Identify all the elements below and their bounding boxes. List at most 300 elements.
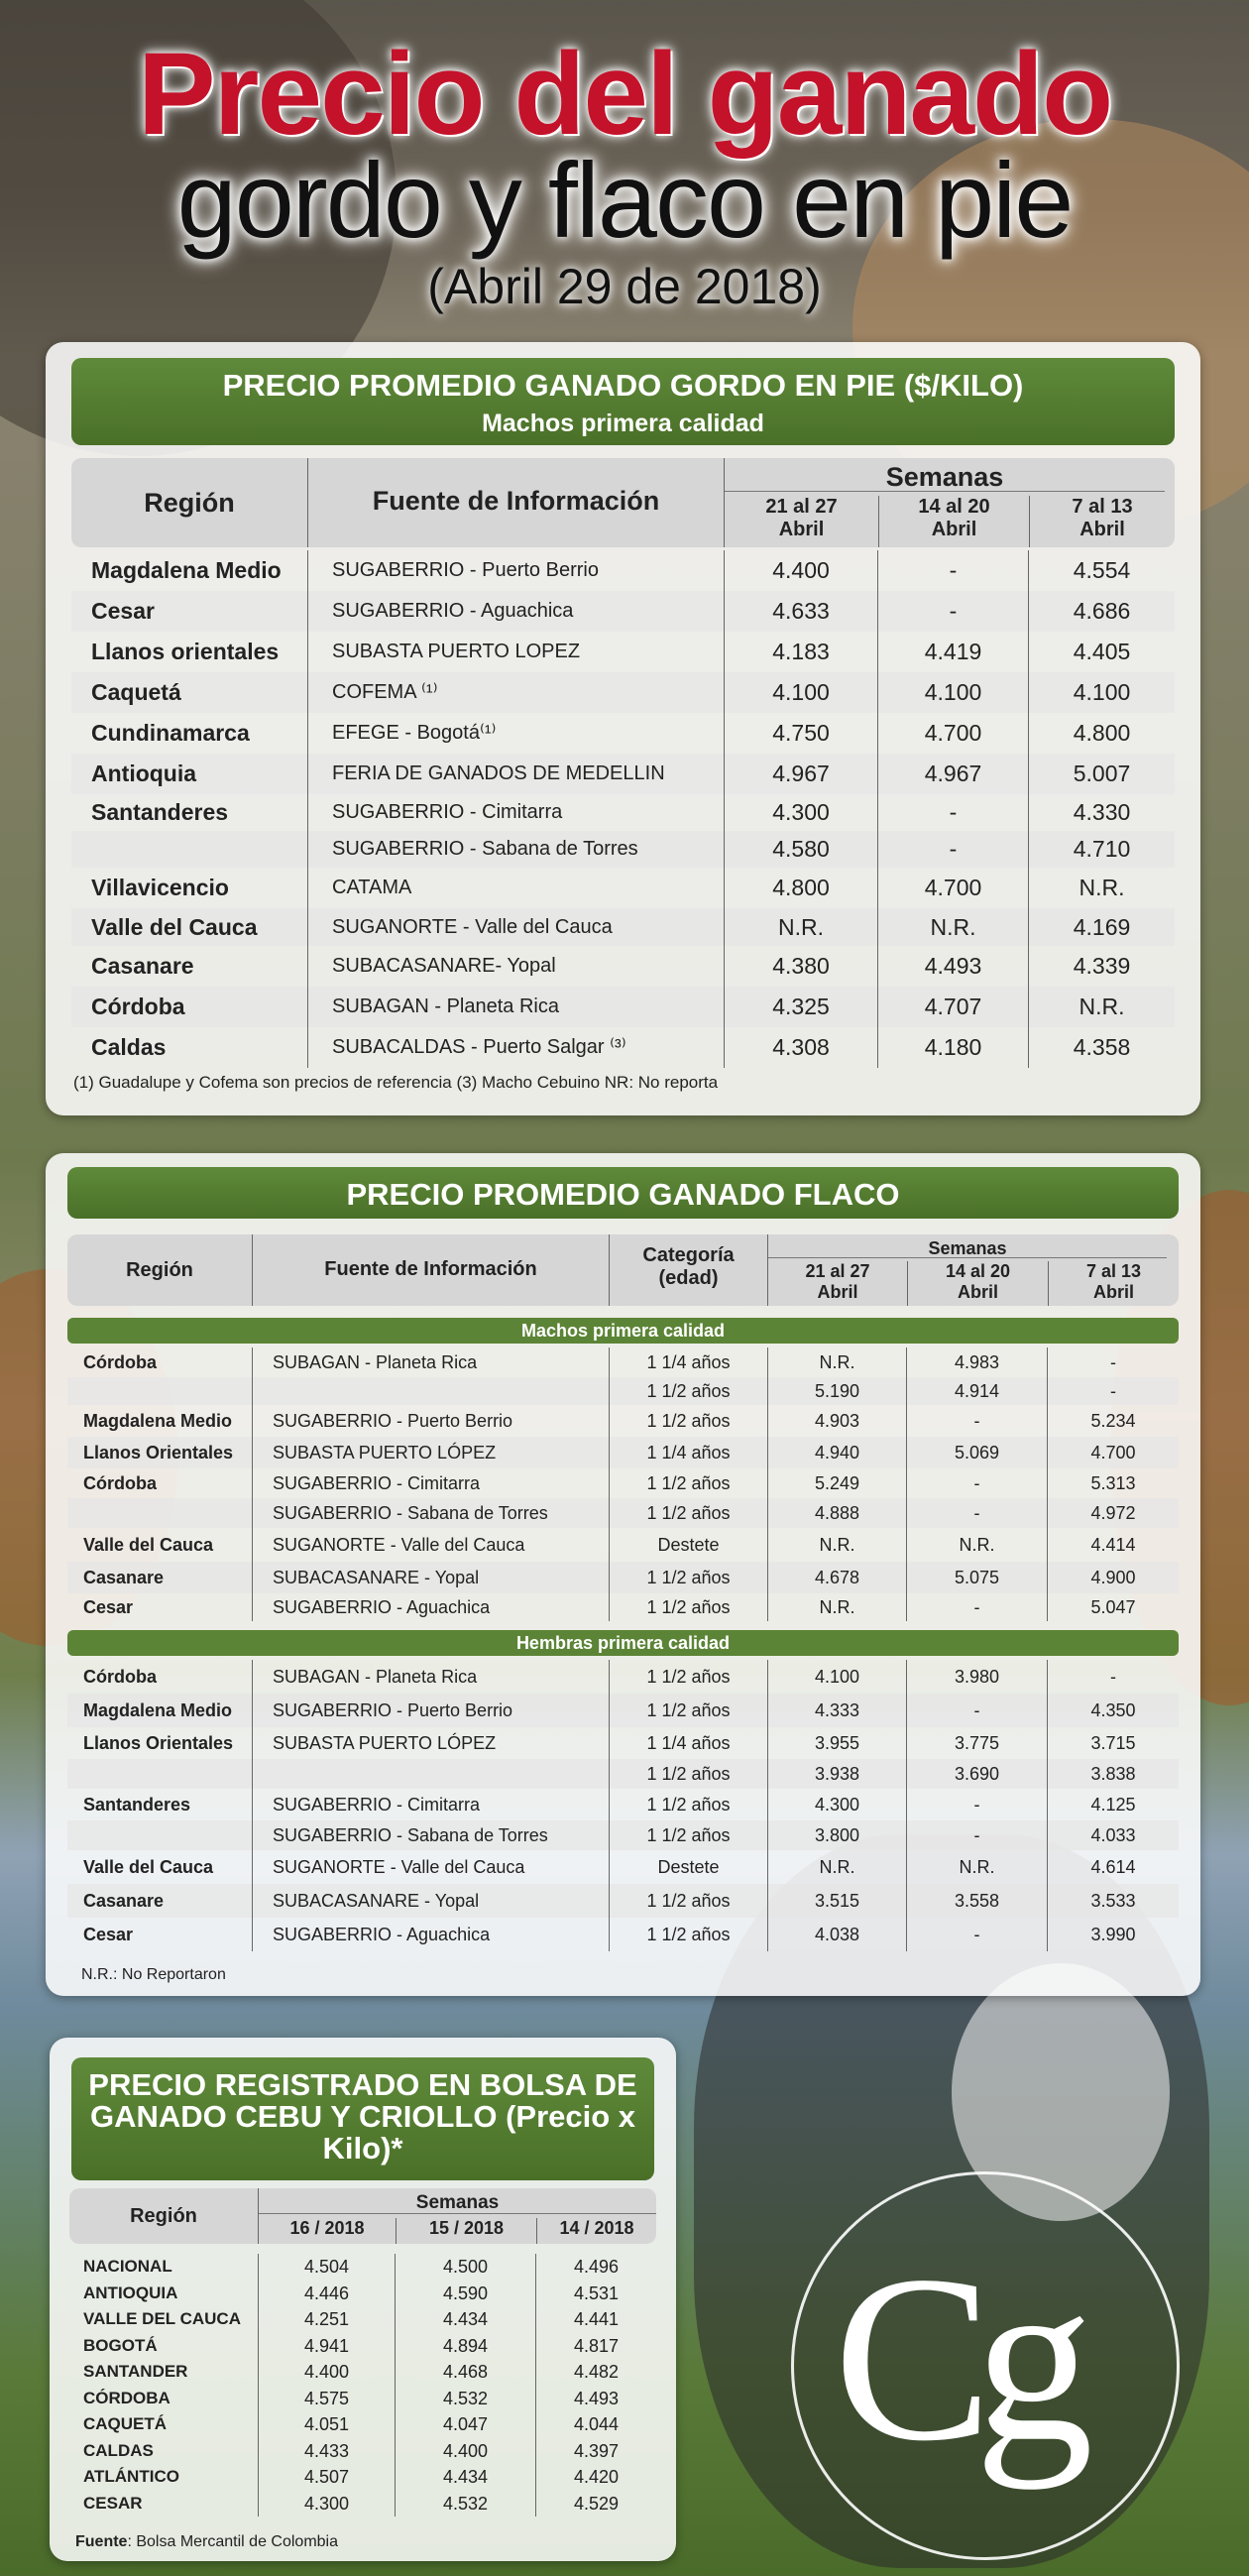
row-value: 4.983 <box>906 1347 1047 1377</box>
row-fuente: SUGABERRIO - Sabana de Torres <box>307 831 724 868</box>
row-value: 3.515 <box>767 1884 906 1918</box>
header-semanas <box>724 458 1175 547</box>
row-fuente <box>252 1377 609 1405</box>
row-value: - <box>906 1789 1047 1820</box>
machos-band: Machos primera calidad <box>67 1318 1179 1344</box>
bolsa-table-body <box>69 2254 656 2517</box>
row-categoria: 1 1/4 años <box>609 1347 767 1377</box>
row-value: 4.710 <box>1028 831 1175 868</box>
row-value: N.R. <box>767 1850 906 1884</box>
bolsa-title: PRECIO REGISTRADO EN BOLSA DE GANADO CEBU Y CRIOLLO (Precio x Kilo)* <box>71 2057 654 2180</box>
gordo-title-band <box>71 358 1175 445</box>
row-value: 4.614 <box>1047 1850 1179 1884</box>
row-value: N.R. <box>767 1528 906 1562</box>
row-value: 4.707 <box>877 987 1028 1027</box>
table-row <box>71 550 1175 591</box>
row-value: N.R. <box>1028 987 1175 1027</box>
row-value: 4.441 <box>535 2306 656 2333</box>
row-value: 3.533 <box>1047 1884 1179 1918</box>
row-fuente: SUBACASANARE - Yopal <box>252 1562 609 1593</box>
row-value: 4.308 <box>724 1027 877 1068</box>
title-date: (Abril 29 de 2018) <box>427 259 822 314</box>
row-region: Cesar <box>83 1597 134 1617</box>
row-value: 4.300 <box>767 1789 906 1820</box>
week-col-1: 21 al 27 Abril <box>765 496 838 540</box>
row-categoria: 1 1/4 años <box>609 1437 767 1468</box>
row-categoria: 1 1/4 años <box>609 1727 767 1759</box>
row-value: 4.405 <box>1028 632 1175 672</box>
table-row <box>69 2359 656 2386</box>
row-value: 4.330 <box>1028 794 1175 831</box>
semanas-label: Semanas <box>725 458 1165 492</box>
title-line-1: Precio del ganado <box>137 29 1112 160</box>
row-region: CESAR <box>83 2493 143 2513</box>
row-categoria: Destete <box>609 1850 767 1884</box>
row-region: Llanos Orientales <box>83 1443 234 1463</box>
row-value: 4.903 <box>767 1405 906 1437</box>
row-value: 4.183 <box>724 632 877 672</box>
week-col-2: 14 al 20 Abril <box>907 1261 1048 1306</box>
header-semanas <box>258 2188 656 2244</box>
header-semanas <box>767 1234 1179 1306</box>
table-row <box>67 1694 1179 1727</box>
row-value: 4.300 <box>258 2491 395 2517</box>
row-region: Antioquia <box>91 761 197 786</box>
row-region: Villavicencio <box>91 875 229 900</box>
row-value: 4.400 <box>724 550 877 591</box>
row-value: N.R. <box>767 1593 906 1621</box>
table-row <box>71 794 1175 831</box>
row-value: 4.400 <box>395 2438 535 2465</box>
row-fuente: SUGANORTE - Valle del Cauca <box>252 1850 609 1884</box>
row-value: 4.414 <box>1047 1528 1179 1562</box>
row-value: 3.938 <box>767 1759 906 1789</box>
row-value: 3.980 <box>906 1660 1047 1694</box>
row-fuente <box>252 1759 609 1789</box>
row-value: 3.800 <box>767 1820 906 1850</box>
table-row <box>71 632 1175 672</box>
week-col-1: 16 / 2018 <box>289 2218 365 2238</box>
row-fuente: EFEGE - Bogotá⁽¹⁾ <box>307 713 724 754</box>
gordo-subtitle: Machos primera calidad <box>482 410 764 437</box>
row-value: 4.496 <box>535 2254 656 2281</box>
table-row <box>67 1498 1179 1528</box>
row-value: 4.446 <box>258 2281 395 2307</box>
table-row <box>71 672 1175 713</box>
flaco-header-row <box>67 1234 1179 1306</box>
row-value: 4.686 <box>1028 591 1175 632</box>
header-region: Región <box>144 487 235 518</box>
hero-title <box>0 29 1249 321</box>
table-row <box>69 2281 656 2307</box>
header-region: Región <box>130 2204 197 2227</box>
row-value: 4.532 <box>395 2491 535 2517</box>
row-categoria: 1 1/2 años <box>609 1694 767 1727</box>
row-region: Magdalena Medio <box>83 1700 233 1720</box>
table-row <box>69 2333 656 2360</box>
row-categoria: 1 1/2 años <box>609 1498 767 1528</box>
row-fuente: SUGABERRIO - Cimitarra <box>252 1789 609 1820</box>
table-row <box>67 1377 1179 1405</box>
row-categoria: 1 1/2 años <box>609 1377 767 1405</box>
row-value: 4.033 <box>1047 1820 1179 1850</box>
row-fuente: SUBACASANARE- Yopal <box>307 946 724 987</box>
table-row <box>69 2254 656 2281</box>
row-value: 4.125 <box>1047 1789 1179 1820</box>
header-fuente: Fuente de Información <box>252 1234 609 1306</box>
row-value: 4.300 <box>724 794 877 831</box>
row-value: 3.990 <box>1047 1918 1179 1951</box>
week-col-2: 14 al 20 Abril <box>878 496 1029 547</box>
row-fuente: SUGABERRIO - Puerto Berrio <box>307 550 724 591</box>
flaco-title: PRECIO PROMEDIO GANADO FLACO <box>67 1167 1179 1219</box>
row-region: Llanos orientales <box>91 639 280 664</box>
row-region: BOGOTÁ <box>83 2335 158 2355</box>
table-row <box>71 713 1175 754</box>
row-value: 5.047 <box>1047 1593 1179 1621</box>
gordo-title: PRECIO PROMEDIO GANADO GORDO EN PIE ($/KILO) <box>222 368 1024 403</box>
row-region: Cundinamarca <box>91 720 250 746</box>
row-value: 4.051 <box>258 2411 395 2438</box>
row-fuente: SUBASTA PUERTO LÓPEZ <box>252 1727 609 1759</box>
row-region: CÓRDOBA <box>83 2388 170 2407</box>
table-row <box>67 1789 1179 1820</box>
row-value: 4.251 <box>258 2306 395 2333</box>
table-row <box>67 1468 1179 1498</box>
row-value: - <box>877 794 1028 831</box>
row-region: SANTANDER <box>83 2362 188 2382</box>
row-value: 5.069 <box>906 1437 1047 1468</box>
row-value: 4.493 <box>877 946 1028 987</box>
row-value: 4.888 <box>767 1498 906 1528</box>
table-row <box>67 1759 1179 1789</box>
gordo-footnote: (1) Guadalupe y Cofema son precios de referencia (3) Macho Cebuino NR: No reporta <box>73 1073 719 1092</box>
row-region: Llanos Orientales <box>83 1733 234 1753</box>
table-row <box>71 754 1175 794</box>
row-fuente: SUGANORTE - Valle del Cauca <box>252 1528 609 1562</box>
row-value: 4.047 <box>395 2411 535 2438</box>
row-region: Santanderes <box>83 1795 191 1815</box>
row-categoria: 1 1/2 años <box>609 1918 767 1951</box>
row-value: - <box>1047 1377 1179 1405</box>
table-row <box>67 1850 1179 1884</box>
row-value: 4.700 <box>1047 1437 1179 1468</box>
row-value: - <box>906 1918 1047 1951</box>
hembras-band: Hembras primera calidad <box>67 1630 1179 1656</box>
week-columns <box>259 2214 656 2244</box>
row-fuente: SUGABERRIO - Puerto Berrio <box>252 1405 609 1437</box>
row-value: 4.350 <box>1047 1694 1179 1727</box>
table-row <box>67 1347 1179 1377</box>
row-categoria: 1 1/2 años <box>609 1759 767 1789</box>
row-region: Casanare <box>91 953 194 979</box>
row-value: 4.358 <box>1028 1027 1175 1068</box>
row-fuente: SUBAGAN - Planeta Rica <box>252 1347 609 1377</box>
row-value: 4.100 <box>724 672 877 713</box>
row-value: 4.333 <box>767 1694 906 1727</box>
flaco-panel <box>46 1153 1200 1996</box>
week-col-1: 21 al 27 Abril <box>805 1261 870 1302</box>
row-value: 5.075 <box>906 1562 1047 1593</box>
table-row <box>69 2306 656 2333</box>
row-value: 4.433 <box>258 2438 395 2465</box>
gordo-panel <box>46 342 1200 1115</box>
row-value: 3.690 <box>906 1759 1047 1789</box>
row-value: - <box>906 1820 1047 1850</box>
row-value: 4.817 <box>535 2333 656 2360</box>
row-value: 4.325 <box>724 987 877 1027</box>
row-value: 4.044 <box>535 2411 656 2438</box>
row-region <box>67 1377 252 1405</box>
row-categoria: 1 1/2 años <box>609 1405 767 1437</box>
row-value: 4.700 <box>877 713 1028 754</box>
row-value: 5.249 <box>767 1468 906 1498</box>
week-columns <box>725 492 1175 547</box>
table-row <box>69 2438 656 2465</box>
row-value: N.R. <box>724 908 877 946</box>
row-region: Casanare <box>83 1891 165 1911</box>
row-value: 4.580 <box>724 831 877 868</box>
row-value: 4.914 <box>906 1377 1047 1405</box>
row-value: 4.100 <box>767 1660 906 1694</box>
row-value: 4.590 <box>395 2281 535 2307</box>
row-value: - <box>877 831 1028 868</box>
row-value: 4.180 <box>877 1027 1028 1068</box>
machos-table-body <box>67 1347 1179 1621</box>
flaco-footnote: N.R.: No Reportaron <box>81 1966 226 1983</box>
row-value: 4.468 <box>395 2359 535 2386</box>
row-value: 4.750 <box>724 713 877 754</box>
row-value: - <box>906 1593 1047 1621</box>
bolsa-footnote <box>75 2533 338 2551</box>
row-fuente: SUGABERRIO - Aguachica <box>252 1918 609 1951</box>
row-region <box>67 1820 252 1850</box>
row-region: CALDAS <box>83 2440 154 2460</box>
table-row <box>71 946 1175 987</box>
table-row <box>67 1593 1179 1621</box>
row-fuente: SUGABERRIO - Puerto Berrio <box>252 1694 609 1727</box>
row-fuente: SUGABERRIO - Sabana de Torres <box>252 1820 609 1850</box>
row-categoria: 1 1/2 años <box>609 1884 767 1918</box>
table-row <box>67 1660 1179 1694</box>
row-categoria: 1 1/2 años <box>609 1820 767 1850</box>
row-value: 4.894 <box>395 2333 535 2360</box>
row-fuente: SUGABERRIO - Cimitarra <box>307 794 724 831</box>
table-row <box>71 831 1175 868</box>
row-categoria: Destete <box>609 1528 767 1562</box>
row-value: - <box>906 1694 1047 1727</box>
row-value: 5.313 <box>1047 1468 1179 1498</box>
row-value: 4.678 <box>767 1562 906 1593</box>
row-categoria: 1 1/2 años <box>609 1660 767 1694</box>
semanas-label: Semanas <box>768 1234 1167 1258</box>
row-value: 4.420 <box>535 2464 656 2491</box>
row-value: - <box>906 1405 1047 1437</box>
row-fuente: SUGABERRIO - Aguachica <box>307 591 724 632</box>
row-region: Cesar <box>83 1925 134 1944</box>
row-value: - <box>877 591 1028 632</box>
row-value: 4.380 <box>724 946 877 987</box>
row-region: Córdoba <box>83 1667 157 1687</box>
week-columns <box>768 1258 1179 1306</box>
row-value: 5.190 <box>767 1377 906 1405</box>
row-value: 4.038 <box>767 1918 906 1951</box>
row-region: Córdoba <box>91 994 185 1019</box>
row-fuente: SUBACASANARE - Yopal <box>252 1884 609 1918</box>
row-region: CAQUETÁ <box>83 2414 168 2434</box>
row-value: 4.900 <box>1047 1562 1179 1593</box>
row-region: ANTIOQUIA <box>83 2283 178 2302</box>
row-region: Caldas <box>91 1034 167 1060</box>
row-fuente: SUGABERRIO - Cimitarra <box>252 1468 609 1498</box>
row-value: 4.100 <box>1028 672 1175 713</box>
row-fuente: SUBAGAN - Planeta Rica <box>252 1660 609 1694</box>
row-value: N.R. <box>1028 868 1175 908</box>
bolsa-panel <box>50 2038 676 2561</box>
row-value: 4.575 <box>258 2386 395 2412</box>
row-region: ATLÁNTICO <box>83 2467 179 2487</box>
row-fuente: SUBAGAN - Planeta Rica <box>307 987 724 1027</box>
table-row <box>67 1405 1179 1437</box>
row-region: Valle del Cauca <box>91 913 258 940</box>
row-categoria: 1 1/2 años <box>609 1593 767 1621</box>
table-row <box>71 908 1175 946</box>
row-fuente: FERIA DE GANADOS DE MEDELLIN <box>307 754 724 794</box>
week-col-3: 7 al 13 Abril <box>1048 1261 1179 1306</box>
row-fuente: COFEMA ⁽¹⁾ <box>307 672 724 713</box>
table-row <box>69 2464 656 2491</box>
row-value: 4.434 <box>395 2306 535 2333</box>
row-value: 4.800 <box>724 868 877 908</box>
row-value: 4.434 <box>395 2464 535 2491</box>
table-row <box>69 2491 656 2517</box>
row-value: 3.558 <box>906 1884 1047 1918</box>
row-region: Valle del Cauca <box>83 1857 214 1877</box>
row-region: Magdalena Medio <box>91 557 282 583</box>
row-value: 3.775 <box>906 1727 1047 1759</box>
row-fuente: SUGABERRIO - Aguachica <box>252 1593 609 1621</box>
semanas-label: Semanas <box>259 2188 656 2214</box>
row-value: 4.967 <box>724 754 877 794</box>
row-value: 4.493 <box>535 2386 656 2412</box>
row-value: 4.554 <box>1028 550 1175 591</box>
row-value: 4.169 <box>1028 908 1175 946</box>
row-fuente: SUBASTA PUERTO LÓPEZ <box>252 1437 609 1468</box>
hembras-table-body <box>67 1660 1179 1951</box>
fuente-label: Fuente <box>75 2533 128 2550</box>
table-row <box>67 1528 1179 1562</box>
table-row <box>71 1027 1175 1068</box>
row-value: 4.967 <box>877 754 1028 794</box>
bolsa-header-row <box>69 2188 656 2244</box>
row-fuente: SUBACALDAS - Puerto Salgar ⁽³⁾ <box>307 1027 724 1068</box>
row-value: 3.838 <box>1047 1759 1179 1789</box>
row-value: 3.955 <box>767 1727 906 1759</box>
row-region: Valle del Cauca <box>83 1535 214 1555</box>
row-value: N.R. <box>877 908 1028 946</box>
row-value: 4.531 <box>535 2281 656 2307</box>
row-value: 4.972 <box>1047 1498 1179 1528</box>
row-region <box>67 1759 252 1789</box>
row-categoria: 1 1/2 años <box>609 1468 767 1498</box>
row-value: N.R. <box>767 1347 906 1377</box>
row-value: - <box>1047 1347 1179 1377</box>
gordo-header-row <box>71 458 1175 547</box>
row-region: VALLE DEL CAUCA <box>83 2309 241 2329</box>
table-row <box>67 1918 1179 1951</box>
row-value: 4.500 <box>395 2254 535 2281</box>
week-col-3: 7 al 13 Abril <box>1029 496 1175 547</box>
week-col-3: 14 / 2018 <box>536 2218 656 2244</box>
row-value: 4.482 <box>535 2359 656 2386</box>
header-categoria: Categoría (edad) <box>609 1234 767 1306</box>
row-value: 4.940 <box>767 1437 906 1468</box>
table-row <box>67 1437 1179 1468</box>
row-value: 4.700 <box>877 868 1028 908</box>
row-fuente: SUGABERRIO - Sabana de Torres <box>252 1498 609 1528</box>
row-value: - <box>877 550 1028 591</box>
logo-text: Cg <box>834 2226 1077 2490</box>
row-value: 4.941 <box>258 2333 395 2360</box>
row-region: Caquetá <box>91 679 181 705</box>
row-value: 5.007 <box>1028 754 1175 794</box>
row-fuente: CATAMA <box>307 868 724 908</box>
header-fuente: Fuente de Información <box>307 458 724 547</box>
row-region: Santanderes <box>91 799 229 825</box>
cg-logo <box>791 2171 1180 2560</box>
fuente-text: : Bolsa Mercantil de Colombia <box>127 2533 338 2550</box>
row-value: - <box>1047 1660 1179 1694</box>
row-region: Córdoba <box>83 1352 157 1372</box>
table-row <box>67 1562 1179 1593</box>
row-fuente: SUGANORTE - Valle del Cauca <box>307 908 724 946</box>
row-region: Magdalena Medio <box>83 1411 233 1431</box>
row-value: 4.529 <box>535 2491 656 2517</box>
row-value: N.R. <box>906 1528 1047 1562</box>
row-value: 3.715 <box>1047 1727 1179 1759</box>
row-categoria: 1 1/2 años <box>609 1789 767 1820</box>
row-value: - <box>906 1498 1047 1528</box>
table-row <box>67 1727 1179 1759</box>
row-region: NACIONAL <box>83 2257 172 2277</box>
row-region <box>67 1498 252 1528</box>
title-line-2: gordo y flaco en pie <box>176 140 1073 260</box>
row-value: 4.800 <box>1028 713 1175 754</box>
row-value: 4.400 <box>258 2359 395 2386</box>
row-value: - <box>906 1468 1047 1498</box>
row-region: Cesar <box>91 598 155 624</box>
table-row <box>67 1884 1179 1918</box>
table-row <box>71 987 1175 1027</box>
week-col-2: 15 / 2018 <box>396 2218 536 2244</box>
row-region: Córdoba <box>83 1473 157 1493</box>
row-fuente: SUBASTA PUERTO LOPEZ <box>307 632 724 672</box>
row-region: Casanare <box>83 1568 165 1587</box>
header-region: Región <box>126 1258 193 1281</box>
row-value: 4.419 <box>877 632 1028 672</box>
table-row <box>69 2386 656 2412</box>
table-row <box>71 868 1175 908</box>
row-value: 4.633 <box>724 591 877 632</box>
row-value: 5.234 <box>1047 1405 1179 1437</box>
row-value: 4.504 <box>258 2254 395 2281</box>
row-value: 4.100 <box>877 672 1028 713</box>
gordo-table-body <box>71 550 1175 1068</box>
row-value: 4.507 <box>258 2464 395 2491</box>
table-row <box>69 2411 656 2438</box>
row-value: 4.532 <box>395 2386 535 2412</box>
row-value: 4.339 <box>1028 946 1175 987</box>
